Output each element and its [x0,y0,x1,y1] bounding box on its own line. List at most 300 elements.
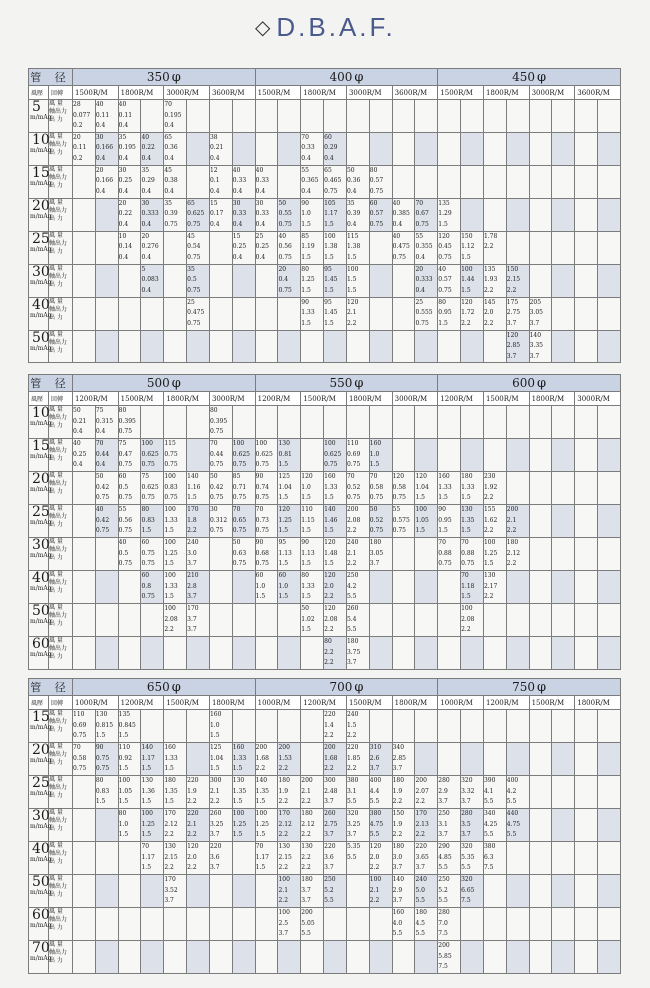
motor-output: 0.75 [392,494,406,501]
motor-output: 1.5 [461,253,471,261]
value-cell [164,538,187,571]
pressure-value: 10 [32,131,50,148]
value-cell [369,571,392,604]
value-cell [324,231,347,264]
pressure-value: 50 [32,603,50,619]
air-volume: 260 [324,810,336,817]
shaft-power: 4.2 [346,582,357,590]
motor-output: 0.75 [438,286,452,294]
shaft-power: 0.54 [187,243,201,250]
value-cell [118,743,141,776]
value-cell [301,100,324,133]
value-cell [461,198,484,231]
phi-symbol: φ [354,376,364,391]
shaft-power-label: 軸出力 [49,338,68,346]
motor-output: 1.5 [438,319,448,327]
motor-output: 0.2 [73,122,83,129]
motor-output: 2.2 [392,831,403,838]
air-volume: 160 [232,744,245,751]
motor-output: 0.75 [187,220,201,228]
value-cell [461,439,484,472]
shaft-power-label: 軸出力 [49,718,68,725]
motor-output: 1.5 [301,253,311,261]
value-cell [278,231,301,264]
value-cell [232,875,255,908]
motor-output: 2.2 [346,765,357,772]
shaft-power: 4.5 [415,919,425,927]
air-volume-label: 風 量 [49,604,63,611]
motor-output: 3.7 [301,897,311,904]
motor-output: 0.75 [73,732,87,739]
value-cell [438,231,461,264]
value-cell [324,908,347,941]
air-volume-label: 風 量 [49,842,63,849]
value-cell [415,100,438,133]
motor-output: 2.2 [346,319,357,327]
shaft-power: 1.72 [461,309,475,316]
shaft-power: 3.5 [461,820,471,828]
shaft-power: 2.17 [483,582,498,590]
value-cell [187,231,210,264]
value-cell [346,743,369,776]
motor-output: 0.75 [232,527,247,534]
air-volume: 440 [506,810,519,817]
shaft-power: 3.7 [187,615,197,623]
value-cell [369,330,392,363]
motor-output: 2.2 [324,593,334,600]
shaft-power: 0.8 [141,582,152,590]
value-cell [232,264,255,297]
shaft-power: 1.4 [324,721,334,729]
value-cell [483,604,506,637]
shaft-power: 0.69 [346,450,361,458]
value-cell [187,538,210,571]
shaft-power: 3.32 [461,787,475,795]
value-cell [324,637,347,670]
shaft-power: 0.365 [301,177,319,184]
pressure-unit: m/mAq [30,757,52,764]
shaft-power: 2.75 [506,309,521,316]
value-cell [438,875,461,908]
air-volume: 130 [278,843,290,850]
air-volume: 70 [415,199,424,207]
phi-symbol: φ [171,70,181,85]
air-volume: 180 [164,777,176,784]
motor-output: 0.4 [301,187,311,195]
speed-3000R-M: 3000R/M [164,86,210,100]
motor-output: 0.75 [324,187,338,195]
value-cell [438,264,461,297]
value-cell [392,908,415,941]
pressure-label [29,940,52,974]
air-volume: 60 [141,539,150,546]
speed-1500R-M: 1500R/M [483,392,529,406]
value-cell [529,941,552,974]
value-cell [461,941,484,974]
shaft-power-label: 軸出力 [49,817,68,824]
value-cell [438,809,461,842]
shaft-power: 4.2 [506,787,517,795]
motor-output: 1.5 [209,732,220,739]
value-cell [506,165,529,198]
pressure-unit: m/mAq [30,146,52,154]
motor-output: 0.75 [209,461,224,468]
value-cell [301,132,324,165]
value-cell [392,505,415,538]
shaft-power: 4.1 [483,787,494,795]
air-volume: 95 [324,298,332,306]
motor-output: 0.75 [164,220,178,228]
value-cell [415,505,438,538]
value-cell [483,439,506,472]
row-type-labels [49,264,73,297]
value-cell [598,472,621,505]
motor-output: 3.7 [529,352,540,360]
value-cell [73,100,96,133]
value-cell [369,406,392,439]
shaft-power: 1.04 [415,483,429,491]
motor-output: 5.5 [483,831,494,838]
value-cell [598,809,621,842]
value-cell [301,875,324,908]
value-cell [118,330,141,363]
pressure-row-70 [29,941,621,974]
diameter-700 [255,679,438,696]
shaft-power: 5.2 [324,886,334,894]
pressure-label [29,570,52,604]
motor-output: 3.7 [346,659,357,666]
motor-output: 1.5 [232,798,243,805]
shaft-power: 0.166 [95,177,114,184]
shaft-power: 2.85 [392,754,406,762]
speed-3000R-M: 3000R/M [392,392,438,406]
motor-output: 1.5 [232,831,243,838]
value-cell [278,571,301,604]
shaft-power: 2.08 [346,516,361,524]
air-volume: 20 [118,199,127,207]
speed-1500R-M: 1500R/M [301,392,347,406]
value-cell [483,132,506,165]
air-volume: 260 [209,810,222,817]
motor-output: 3.7 [461,798,471,805]
air-volume: 200 [301,909,313,916]
air-volume: 380 [369,810,382,817]
value-cell [73,439,96,472]
shaft-power: 1.25 [232,820,247,828]
value-cell [415,330,438,363]
shaft-power: 0.83 [95,787,110,795]
value-cell [209,941,232,974]
motor-output-label: 出 力 [49,587,63,594]
value-cell [118,505,141,538]
shaft-power: 1.19 [301,243,315,250]
value-cell [95,406,118,439]
value-cell [255,297,278,330]
value-cell [118,472,141,505]
value-cell [118,710,141,743]
air-volume-label: 風 量 [49,505,63,512]
row-type-labels [49,297,73,330]
value-cell [118,604,141,637]
value-cell [73,330,96,363]
air-volume: 80 [209,407,218,414]
pressure-label [29,775,52,809]
motor-output: 7.5 [438,963,448,970]
shaft-power: 0.92 [118,754,133,762]
shaft-power: 3.7 [301,886,311,894]
motor-output: 2.2 [301,864,311,871]
shaft-power: 1.0 [301,210,311,217]
value-cell [483,571,506,604]
diameter-value: 750 [512,680,535,694]
value-cell [232,571,255,604]
motor-output: 0.75 [438,560,452,567]
value-cell [346,710,369,743]
row-type-labels [49,842,73,875]
fuatsu-label: 風壓 [29,392,49,406]
value-cell [575,100,598,133]
value-cell [164,941,187,974]
value-cell [438,330,461,363]
motor-output-label: 出 力 [49,759,63,766]
value-cell [164,809,187,842]
value-cell [529,330,552,363]
value-cell [506,330,529,363]
air-volume: 220 [324,711,336,718]
shaft-power: 3.25 [209,820,224,828]
motor-output: 5.5 [369,798,380,805]
value-cell [118,132,141,165]
air-volume: 135 [118,711,131,718]
air-volume: 100 [369,876,382,883]
air-volume: 70 [461,572,469,579]
value-cell [255,231,278,264]
motor-output: 2.2 [483,494,494,501]
value-cell [392,637,415,670]
air-volume: 220 [346,744,359,751]
air-volume: 250 [324,876,336,883]
motor-output: 0.75 [118,428,133,435]
shaft-power-label: 軸出力 [49,949,68,956]
pressure-unit: m/mAq [30,311,52,319]
value-cell [164,472,187,505]
shaft-power: 1.33 [164,582,178,590]
value-cell [232,776,255,809]
motor-output: 3.7 [209,864,220,871]
shaft-power: 1.33 [164,516,178,524]
shaft-power: 2.6 [369,754,380,762]
air-volume: 80 [369,166,378,174]
pressure-unit: m/mAq [30,179,52,187]
value-cell [575,842,598,875]
value-cell [552,809,575,842]
value-cell [392,571,415,604]
pressure-unit: m/mAq [30,823,52,830]
shaft-power: 1.68 [255,754,269,762]
value-cell [461,710,484,743]
air-volume: 120 [415,473,427,480]
motor-output: 3.7 [369,765,380,772]
motor-output: 0.75 [346,494,361,501]
value-cell [278,132,301,165]
air-volume: 120 [369,843,382,850]
phi-symbol: φ [537,376,547,391]
value-cell [164,875,187,908]
value-cell [324,297,347,330]
air-volume: 170 [187,605,199,612]
value-cell [118,264,141,297]
motor-output: 1.5 [141,798,152,805]
value-cell [598,637,621,670]
shaft-power: 0.845 [118,721,136,729]
motor-output: 5.5 [438,864,448,871]
value-cell [278,330,301,363]
value-cell [575,330,598,363]
value-cell [438,941,461,974]
value-cell [552,330,575,363]
pressure-row-15 [29,439,621,472]
value-cell [324,941,347,974]
motor-output: 0.4 [118,187,129,195]
motor-output: 3.7 [392,864,403,871]
motor-output: 1.5 [301,593,311,600]
motor-output: 1.5 [164,798,174,805]
motor-output: 1.5 [278,560,289,567]
value-cell [552,941,575,974]
air-volume: 40 [95,101,104,108]
value-cell [369,100,392,133]
value-cell [598,908,621,941]
air-volume: 100 [164,572,176,579]
air-volume: 220 [187,777,199,784]
pressure-value: 25 [32,230,50,247]
air-volume: 135 [438,199,450,207]
air-volume: 70 [141,843,150,850]
value-cell [529,198,552,231]
motor-output: 0.75 [95,527,110,534]
speed-1200R-M: 1200R/M [118,696,164,710]
value-cell [324,538,347,571]
value-cell [164,776,187,809]
motor-output: 0.4 [324,154,334,162]
air-volume-label: 風 量 [49,538,63,545]
shaft-power: 1.29 [438,210,452,217]
pressure-value: 30 [32,808,50,824]
value-cell [95,132,118,165]
shaft-power: 1.0 [301,483,311,491]
motor-output: 0.4 [141,253,152,261]
pressure-label [29,808,52,842]
value-cell [552,100,575,133]
value-cell [506,710,529,743]
motor-output-label: 出 力 [49,653,63,660]
value-cell [438,198,461,231]
value-cell [346,505,369,538]
value-cell [575,710,598,743]
air-volume: 340 [483,810,496,817]
air-volume: 160 [209,711,222,718]
air-volume: 230 [483,473,496,480]
kan-kei-label: 管 径 [29,375,73,392]
motor-output: 1.5 [346,253,357,261]
shaft-power: 1.05 [415,516,429,524]
value-cell [346,406,369,439]
motor-output: 5.5 [369,831,380,838]
motor-output: 2.2 [415,831,425,838]
air-volume: 170 [164,876,176,883]
value-cell [232,538,255,571]
value-cell [255,330,278,363]
shaft-power: 5.5 [346,853,357,861]
value-cell [255,941,278,974]
value-cell [164,842,187,875]
motor-output: 1.5 [141,765,152,772]
value-cell [301,538,324,571]
shaft-power-label: 軸出力 [49,305,68,313]
value-cell [575,264,598,297]
value-cell [95,439,118,472]
air-volume: 180 [346,638,359,645]
shaft-power: 2.0 [369,853,380,861]
air-volume: 130 [95,711,108,718]
speed-3600R-M: 3600R/M [209,86,255,100]
value-cell [278,198,301,231]
row-type-labels [49,809,73,842]
motor-output: 0.75 [141,593,155,600]
air-volume: 90 [301,539,309,546]
value-cell [506,604,529,637]
value-cell [118,165,141,198]
value-cell [164,743,187,776]
phi-symbol: φ [354,680,364,695]
shaft-power: 1.45 [324,309,338,316]
air-volume: 100 [483,539,496,546]
value-cell [483,472,506,505]
pressure-value: 60 [32,636,50,652]
air-volume: 180 [278,777,290,784]
value-cell [415,604,438,637]
value-cell [187,776,210,809]
value-cell [346,842,369,875]
shaft-power: 4.75 [506,820,521,828]
shaft-power: 1.25 [164,549,178,557]
shaft-power: 0.88 [438,549,452,557]
motor-output: 1.5 [346,286,357,294]
value-cell [301,941,324,974]
value-cell [506,538,529,571]
value-cell [255,406,278,439]
shaft-power: 1.15 [301,516,315,524]
value-cell [461,809,484,842]
value-cell [255,439,278,472]
value-cell [369,710,392,743]
value-cell [598,297,621,330]
motor-output-label: 出 力 [49,792,63,799]
value-cell [118,776,141,809]
shaft-power: 0.56 [118,516,133,524]
motor-output: 1.5 [438,527,448,534]
air-volume: 240 [187,539,199,546]
value-cell [483,297,506,330]
speed-3000R-M: 3000R/M [209,392,255,406]
speed-1000R-M: 1000R/M [438,696,484,710]
value-cell [392,165,415,198]
shaft-power-label: 軸出力 [49,883,68,890]
speed-1800R-M: 1800R/M [164,392,210,406]
motor-output: 2.2 [278,765,289,772]
value-cell [73,505,96,538]
value-cell [461,330,484,363]
